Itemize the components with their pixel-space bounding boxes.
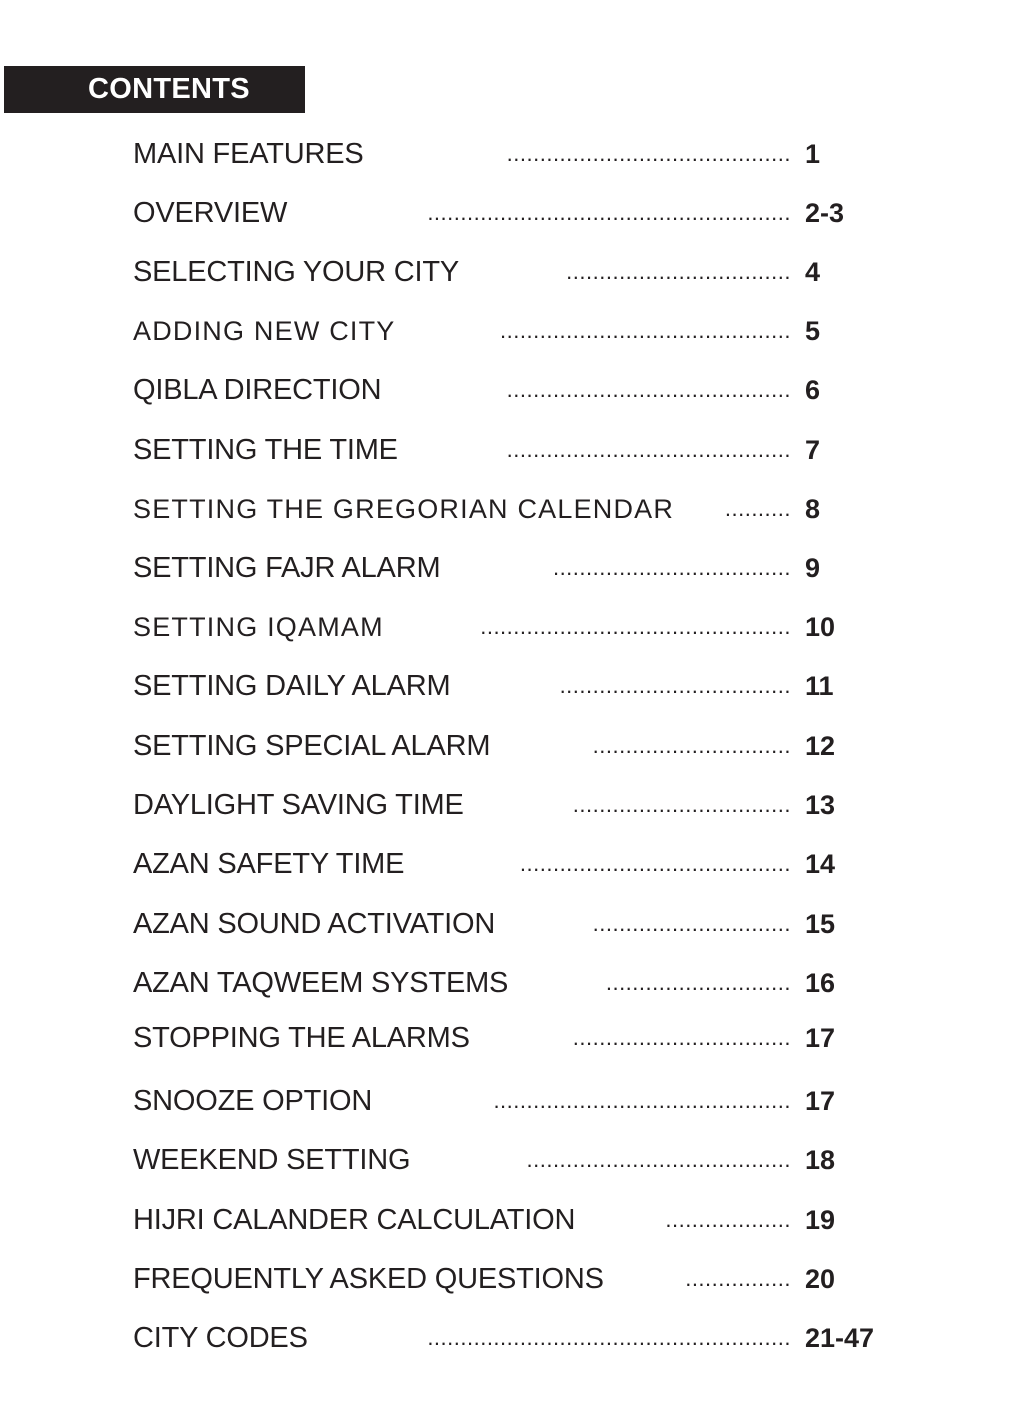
- toc-leader-dots: ..........: [724, 496, 791, 521]
- toc-row: [133, 548, 893, 588]
- toc-leader-dots: .............................................: [493, 1088, 791, 1113]
- toc-leader-dots: ...................................: [559, 673, 791, 698]
- toc-row: [133, 252, 893, 292]
- toc-row: [133, 370, 893, 410]
- toc-page-number: 5: [805, 316, 821, 346]
- toc-entry-title: SETTING DAILY ALARM: [133, 670, 451, 702]
- toc-entry-title: SETTING THE TIME: [133, 434, 398, 466]
- toc-row: [133, 963, 893, 1003]
- toc-leader-dots: ...............................................: [480, 614, 791, 639]
- toc-page-number: 19: [805, 1205, 836, 1235]
- toc-entry-title: SETTING THE GREGORIAN CALENDAR: [133, 494, 675, 524]
- toc-row: [133, 726, 893, 766]
- toc-page-number: 4: [805, 257, 821, 287]
- toc-row: [133, 666, 893, 706]
- toc-leader-dots: .........................................: [519, 851, 791, 876]
- toc-row: [133, 607, 893, 647]
- toc-leader-dots: .................................: [572, 792, 791, 817]
- toc-entry-title: SNOOZE OPTION: [133, 1085, 373, 1117]
- toc-entry-title: ADDING NEW CITY: [133, 316, 396, 346]
- toc-row: [133, 1140, 893, 1180]
- toc-page-number: 17: [805, 1086, 836, 1116]
- toc-entry-title: AZAN SOUND ACTIVATION: [133, 908, 496, 940]
- toc-leader-dots: ..............................: [592, 733, 791, 758]
- toc-row: [133, 193, 893, 233]
- toc-page-number: 8: [805, 494, 821, 524]
- toc-entry-title: WEEKEND SETTING: [133, 1144, 411, 1176]
- toc-entry-title: SELECTING YOUR CITY: [133, 256, 460, 288]
- toc-page-number: 1: [805, 139, 821, 169]
- toc-row: [133, 1200, 893, 1240]
- toc-page-number: 21-47: [805, 1323, 875, 1353]
- toc-entry-title: CITY CODES: [133, 1322, 308, 1354]
- toc-row: [133, 904, 893, 944]
- toc-entry-title: AZAN TAQWEEM SYSTEMS: [133, 967, 509, 999]
- toc-entry-title: QIBLA DIRECTION: [133, 374, 382, 406]
- toc-entry-title: MAIN FEATURES: [133, 138, 364, 170]
- toc-row: [133, 311, 893, 351]
- toc-page-number: 9: [805, 553, 821, 583]
- toc-entry-title: SETTING SPECIAL ALARM: [133, 730, 491, 762]
- toc-row: [133, 1081, 893, 1121]
- toc-page-number: 12: [805, 731, 836, 761]
- toc-page-number: 13: [805, 790, 836, 820]
- toc-entry-title: FREQUENTLY ASKED QUESTIONS: [133, 1263, 604, 1295]
- toc-entry-title: HIJRI CALANDER CALCULATION: [133, 1204, 576, 1236]
- toc-page-number: 11: [805, 671, 834, 701]
- toc-leader-dots: ...........................................: [506, 437, 791, 462]
- toc-leader-dots: ....................................: [552, 555, 791, 580]
- toc-row: [133, 1259, 893, 1299]
- toc-page-number: 15: [805, 909, 836, 939]
- toc-leader-dots: ...........................................: [506, 377, 791, 402]
- toc-row: [133, 1018, 893, 1058]
- contents-title: CONTENTS: [88, 73, 250, 105]
- toc-entry-title: SETTING FAJR ALARM: [133, 552, 441, 584]
- toc-page-number: 10: [805, 612, 836, 642]
- toc-row: [133, 134, 893, 174]
- toc-leader-dots: ...................: [665, 1207, 791, 1232]
- toc-page-number: 20: [805, 1264, 836, 1294]
- toc-leader-dots: ............................................: [500, 318, 791, 343]
- toc-entry-title: SETTING IQAMAM: [133, 612, 384, 642]
- toc-page-number: 16: [805, 968, 836, 998]
- toc-row: [133, 1318, 893, 1358]
- toc-leader-dots: .................................: [572, 1025, 791, 1050]
- toc-leader-dots: ................: [685, 1266, 791, 1291]
- toc-leader-dots: .......................................................: [427, 1325, 791, 1350]
- toc-page-number: 2-3: [805, 198, 845, 228]
- toc-entry-title: OVERVIEW: [133, 197, 288, 229]
- toc-entry-title: AZAN SAFETY TIME: [133, 848, 405, 880]
- toc-leader-dots: ...........................................: [506, 141, 791, 166]
- toc-page-number: 7: [805, 435, 821, 465]
- toc-page-number: 14: [805, 849, 836, 879]
- toc-entry-title: STOPPING THE ALARMS: [133, 1022, 470, 1054]
- toc-row: [133, 844, 893, 884]
- toc-leader-dots: ........................................: [526, 1147, 791, 1172]
- toc-page-number: 18: [805, 1145, 836, 1175]
- toc-row: [133, 785, 893, 825]
- toc-page-number: 17: [805, 1023, 836, 1053]
- toc-row: [133, 430, 893, 470]
- toc-leader-dots: ............................: [605, 970, 791, 995]
- toc-leader-dots: ..................................: [566, 259, 791, 284]
- toc-row: [133, 489, 893, 529]
- toc-entry-title: DAYLIGHT SAVING TIME: [133, 789, 464, 821]
- toc-leader-dots: .......................................................: [427, 200, 791, 225]
- toc-leader-dots: ..............................: [592, 911, 791, 936]
- toc-page-number: 6: [805, 375, 821, 405]
